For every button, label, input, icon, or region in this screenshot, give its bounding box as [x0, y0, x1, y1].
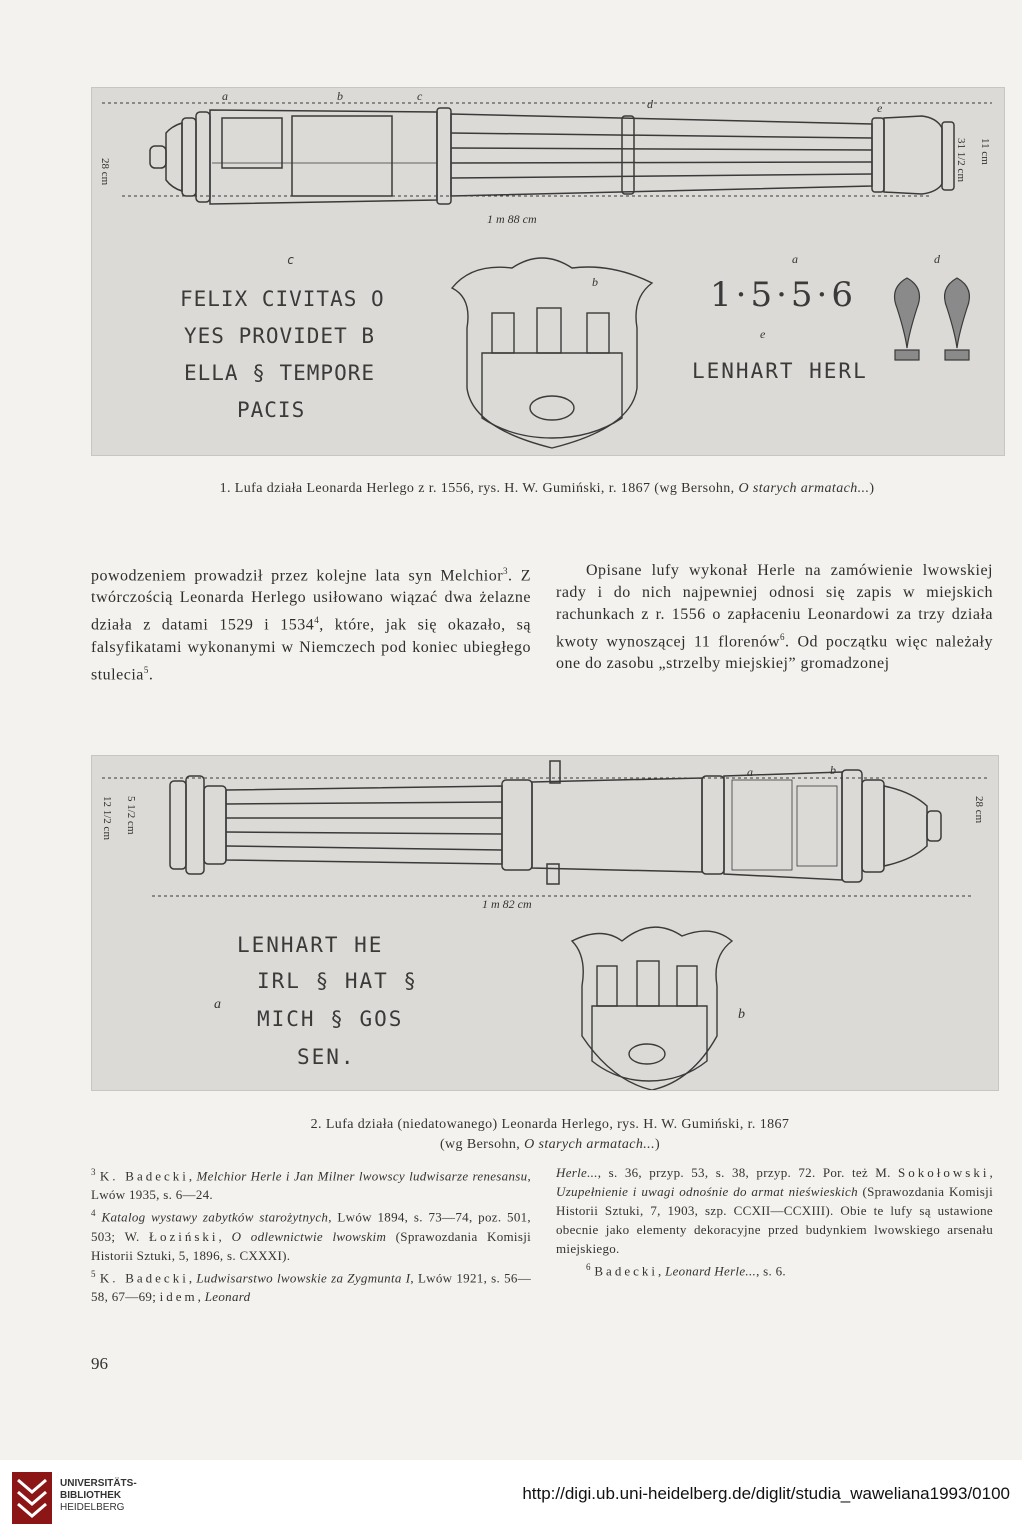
- source-url-link[interactable]: http://digi.ub.uni-heidelberg.de/diglit/studia_waweliana1993/0100: [522, 1484, 1010, 1503]
- figure-2: [91, 755, 999, 1091]
- fig2-inscr-line3: MICH § GOS: [257, 1007, 404, 1031]
- figure-1: [91, 87, 1005, 456]
- fig2-inscr-line2: IRL § HAT §: [257, 969, 419, 993]
- footnote-3: $^3$ K. Badecki, Melchior Herle i Jan Milner lwowscy ludwisarze renesansu, Lwów 1935, s. 6—24.: [91, 1167, 531, 1203]
- fig2-caliber-right: 28 cm: [973, 796, 985, 824]
- cannon-drawing-2: [92, 756, 998, 1090]
- footnotes-left: [91, 1163, 531, 1306]
- fig2-label-a: a: [747, 765, 753, 779]
- fig1-label-b: b: [337, 89, 343, 103]
- page-number: 96: [91, 1354, 108, 1373]
- fig2-caliber-left: 12 1/2 cm: [101, 796, 113, 840]
- fig1-length: 1 m 88 cm: [487, 212, 537, 226]
- footnote-4: $^4$ Katalog wystawy zabytków starożytnych, Lwów 1894, s. 73—74, poz. 501, 503; W. Łoziński, O odlewnictwie lwowskim (Sprawozdania Komisji Historii Sztuki, 5, 1896, s. CXXXI).: [91, 1208, 532, 1263]
- body-column-right: Opisane lufy wykonał Herle na zamówienie lwowskiej rady i do nich najpewniej odnosi się zapis w miejskich rachunkach z r. 1556 o zapłaceniu Leonardowi za trzy działa kwoty wynoszącej 11 florenów$^6$. Od początku więc należały one do zasobu „strzelby miejskiej” gromadzonej: [556, 562, 994, 673]
- fig1-inscr-e-label: e: [760, 327, 766, 341]
- fig1-inscr-c-line1: FELIX CIVITAS O: [180, 287, 385, 311]
- footnotes-right: [556, 1163, 993, 1280]
- fig1-date: 1·5·5·6: [710, 275, 857, 315]
- fig1-inscr-c-line2: YES PROVIDET B: [184, 324, 376, 348]
- fig2-inscr-line4: SEN.: [297, 1045, 356, 1069]
- fig1-label-e: e: [877, 101, 883, 115]
- fig1-label-d: d: [647, 97, 653, 111]
- fig1-inscr-c-line4: PACIS: [237, 398, 306, 422]
- fig2-length: 1 m 82 cm: [482, 897, 532, 911]
- body-column-left: powodzeniem prowadził przez kolejne lata syn Melchior$^3$. Z twórczością Leonarda Herlego usiłowano wiązać dwa żelazne działa z datami 1529 i 1534$^4$, które, jak się okazało, są falsyfikatami wykonanymi w Niemczech pod koniec ubiegłego stulecia$^5$.: [91, 566, 532, 683]
- fig1-inscr-c-label: c: [287, 253, 296, 267]
- fig2-arms-label-b: b: [738, 1007, 745, 1022]
- library-logo-icon: [12, 1472, 52, 1524]
- fig1-caliber-mid: 31 1/2 cm: [955, 138, 967, 182]
- figure-2-caption: 2. Lufa działa (niedatowanego) Leonarda Herlego, rys. H. W. Gumiński, r. 1867 (wg Bersohn, O starych armatach...): [310, 1117, 790, 1152]
- fig1-maker: LENHART HERL: [692, 359, 868, 383]
- cannon-drawing-1: [92, 88, 1004, 455]
- ornament-icon: [895, 278, 970, 360]
- fig2-inscr-line1: LENHART HE: [237, 933, 384, 957]
- fig1-inscr-c-line3: ELLA § TEMPORE: [184, 361, 376, 385]
- footnote-5-continued: Herle..., s. 36, przyp. 53, s. 38, przyp. 72. Por. też M. Sokołowski, Uzupełnienie i uwagi odnośnie do armat nieświeskich (Sprawozdania Komisji Historii Sztuki, 7, 1903, szp. CCXII—CCXIII). Obie te lufy są ustawione obecnie jako elementy dekoracyjne przed budynkiem lwowskiego arsenału miejskiego.: [556, 1165, 993, 1256]
- fig1-caliber-right: 11 cm: [979, 138, 991, 165]
- fig1-inscr-d-label: d: [934, 252, 940, 266]
- fig2-label-b: b: [830, 763, 836, 777]
- library-name: UNIVERSITÄTS- BIBLIOTHEK HEIDELBERG: [60, 1478, 137, 1513]
- coat-of-arms-icon: [572, 927, 732, 1090]
- fig2-inscr-a-label: a: [214, 997, 221, 1012]
- footnote-5: $^5$ K. Badecki, Ludwisarstwo lwowskie za Zygmunta I, Lwów 1921, s. 56—58, 67—69; idem, Leonard: [91, 1268, 532, 1304]
- fig2-caliber-mid: 5 1/2 cm: [125, 796, 137, 835]
- fig1-caliber-left: 28 cm: [99, 158, 111, 186]
- coat-of-arms-icon: [452, 258, 652, 448]
- footnote-6: $^6$ Badecki, Leonard Herle..., s. 6.: [586, 1262, 786, 1279]
- fig1-label-c: c: [417, 89, 423, 103]
- figure-1-caption: 1. Lufa działa Leonarda Herlego z r. 1556, rys. H. W. Gumiński, r. 1867 (wg Bersohn, O starych armatach...): [219, 481, 875, 496]
- library-footer: [0, 1460, 1022, 1537]
- fig1-arms-label-b: b: [592, 275, 598, 289]
- fig1-inscr-a-label: a: [792, 252, 798, 266]
- fig1-label-a: a: [222, 89, 228, 103]
